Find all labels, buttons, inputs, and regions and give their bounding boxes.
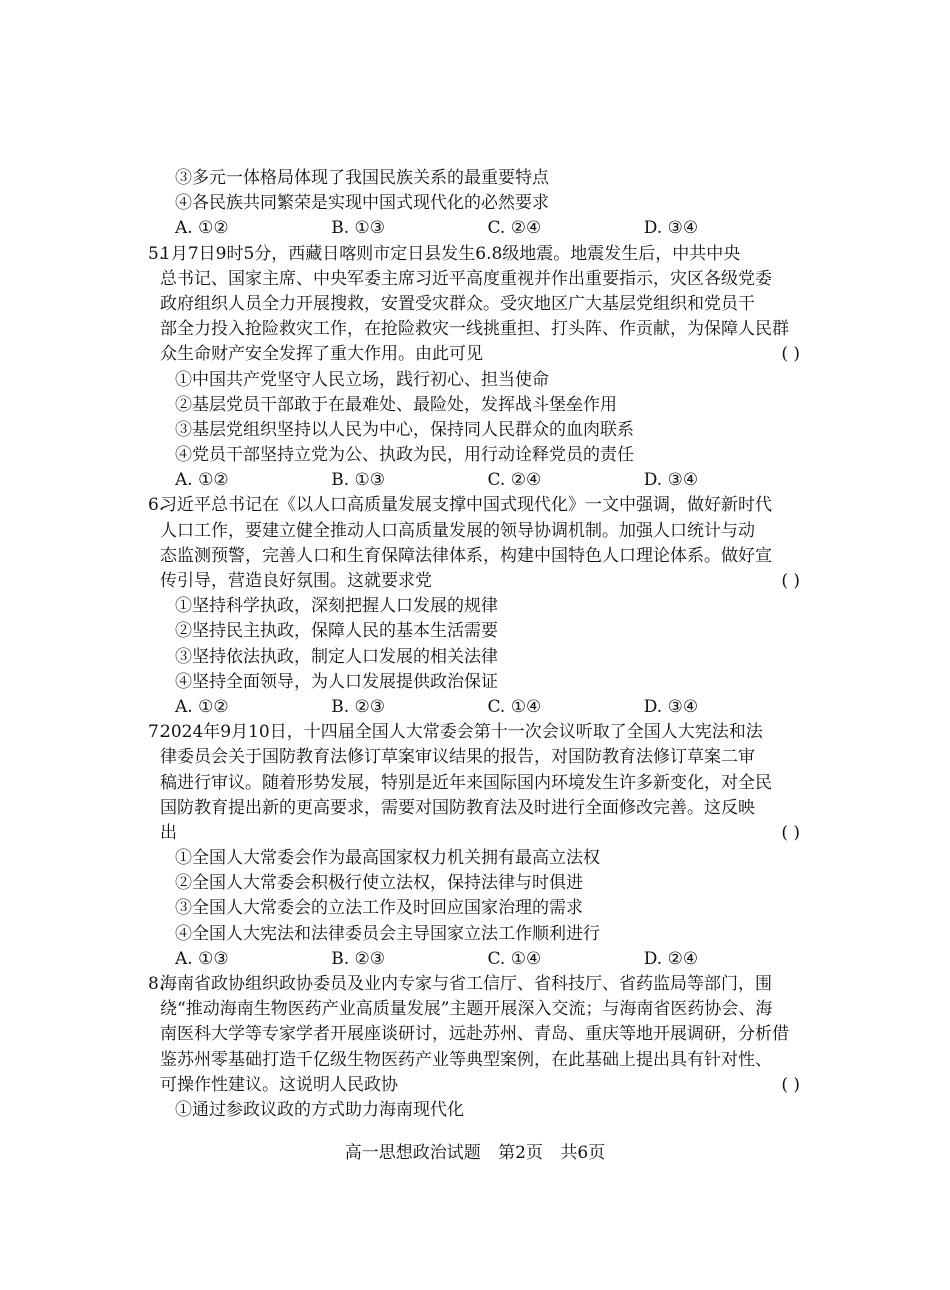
q7-statement-4: ④全国人大宪法和法律委员会主导国家立法工作顺利进行 bbox=[175, 923, 600, 944]
q7-statement-2: ②全国人大常委会积极行使立法权，保持法律与时俱进 bbox=[175, 873, 583, 894]
q7-text-1: 2024年9月10日，十四届全国人大常委会第十一次会议听取了全国人大宪法和法 bbox=[160, 722, 763, 743]
q5-options bbox=[160, 468, 800, 493]
q5-text-4: 部全力投入抢险救灾工作，在抢险救灾一线挑重担、打头阵、作贡献，为保障人民群 bbox=[160, 319, 789, 340]
q5-number: 5. bbox=[148, 243, 165, 264]
q8-number: 8. bbox=[148, 974, 165, 994]
q5-statement-3: ③基层党组织坚持以人民为中心，保持同人民群众的血肉联系 bbox=[175, 419, 634, 440]
q5-text-2: 总书记、国家主席、中央军委主席习近平高度重视并作出重要指示，灾区各级党委 bbox=[160, 268, 772, 289]
q7-option-d: D. ②④ bbox=[643, 948, 699, 969]
q8-text-2: 绕“推动海南生物医药产业高质量发展”主题开展深入交流；与海南省医药协会、海 bbox=[160, 999, 773, 1020]
footer-page-total: 共6页 bbox=[560, 1143, 606, 1163]
q5-statement-2: ②基层党员干部敢于在最难处、最险处，发挥战斗堡垒作用 bbox=[175, 394, 617, 415]
q6-stem-end bbox=[160, 569, 800, 594]
q7-option-a: A. ①③ bbox=[175, 948, 229, 969]
q7-answer-bracket: ( ) bbox=[781, 822, 800, 843]
q5-line-1 bbox=[148, 242, 800, 267]
q6-option-c: C. ①④ bbox=[487, 696, 542, 717]
q7-option-b: B. ②③ bbox=[331, 948, 386, 969]
q5-stem-end bbox=[160, 342, 800, 367]
q4-option-c: C. ②④ bbox=[487, 218, 542, 239]
q7-line-1 bbox=[148, 720, 800, 745]
q5-answer-bracket: ( ) bbox=[781, 344, 800, 365]
q5-text-3: 政府组织人员全力开展搜救，安置受灾群众。受灾地区广大基层党组织和党员干 bbox=[160, 293, 755, 314]
q8-text-1: 海南省政协组织政协委员及业内专家与省工信厅、省科技厅、省药监局等部门，围 bbox=[160, 974, 772, 994]
q5-statement-4: ④党员干部坚持立党为公、执政为民，用行动诠释党员的责任 bbox=[175, 445, 634, 466]
q4-statement-3: ③多元一体格局体现了我国民族关系的最重要特点 bbox=[175, 168, 549, 188]
q7-text-2: 律委员会关于国防教育法修订草案审议结果的报告，对国防教育法修订草案二审 bbox=[160, 747, 755, 768]
q7-options bbox=[160, 947, 800, 972]
q7-text-4: 国防教育提出新的更高要求，需要对国防教育法及时进行全面修改完善。这反映 bbox=[160, 797, 755, 818]
q7-text-3: 稿进行审议。随着形势发展，特别是近年来国际国内环境发生许多新变化，对全民 bbox=[160, 772, 772, 793]
q5-text-5: 众生命财产安全发挥了重大作用。由此可见 bbox=[160, 344, 483, 365]
q6-text-2: 人口工作，要建立健全推动人口高质量发展的领导协调机制。加强人口统计与动 bbox=[160, 520, 755, 541]
q6-option-a: A. ①② bbox=[175, 696, 229, 717]
footer-exam-title: 高一思想政治试题 bbox=[344, 1143, 481, 1163]
q8-text-5: 可操作性建议。这说明人民政协 bbox=[160, 1074, 398, 1095]
q5-text-1: 1月7日9时5分，西藏日喀则市定日县发生6.8级地震。地震发生后，中共中央 bbox=[160, 243, 741, 264]
q7-number: 7. bbox=[148, 722, 165, 743]
q6-number: 6. bbox=[148, 495, 165, 516]
q8-text-4: 鉴苏州零基础打造千亿级生物医药产业等典型案例，在此基础上提出具有针对性、 bbox=[160, 1049, 772, 1070]
q8-line-1 bbox=[148, 972, 800, 997]
q5-option-d: D. ③④ bbox=[643, 470, 699, 491]
q6-text-3: 态监测预警，完善人口和生育保障法律体系，构建中国特色人口理论体系。做好宣 bbox=[160, 545, 772, 566]
q6-line-1 bbox=[148, 493, 800, 518]
q4-option-a: A. ①② bbox=[175, 218, 229, 239]
q7-statement-1: ①全国人大常委会作为最高国家权力机关拥有最高立法权 bbox=[175, 848, 600, 869]
q4-option-d: D. ③④ bbox=[643, 218, 699, 239]
q5-option-c: C. ②④ bbox=[487, 470, 542, 491]
q6-statement-3: ③坚持依法执政，制定人口发展的相关法律 bbox=[175, 646, 498, 667]
q6-text-1: 习近平总书记在《以人口高质量发展支撑中国式现代化》一文中强调，做好新时代 bbox=[160, 495, 772, 516]
q8-answer-bracket: ( ) bbox=[781, 1074, 800, 1095]
q6-statement-1: ①坚持科学执政，深刻把握人口发展的规律 bbox=[175, 596, 498, 617]
q5-statement-1: ①中国共产党坚守人民立场，践行初心、担当使命 bbox=[175, 369, 549, 390]
q8-stem-end bbox=[160, 1073, 800, 1098]
q6-statement-2: ②坚持民主执政，保障人民的基本生活需要 bbox=[175, 621, 498, 642]
footer-page-number: 第2页 bbox=[498, 1143, 543, 1163]
q6-options bbox=[160, 695, 800, 720]
q7-statement-3: ③全国人大常委会的立法工作及时回应国家治理的需求 bbox=[175, 898, 583, 919]
q6-statement-4: ④坚持全面领导，为人口发展提供政治保证 bbox=[175, 671, 498, 692]
q4-statement-4: ④各民族共同繁荣是实现中国式现代化的必然要求 bbox=[175, 193, 549, 214]
page-content bbox=[148, 166, 800, 1123]
q8-statement-1: ①通过参政议政的方式助力海南现代化 bbox=[175, 1099, 464, 1120]
q4-options bbox=[160, 216, 800, 241]
q7-option-c: C. ①④ bbox=[487, 948, 542, 969]
q6-answer-bracket: ( ) bbox=[781, 571, 800, 591]
q7-text-5: 出 bbox=[160, 822, 177, 843]
q6-option-d: D. ③④ bbox=[643, 696, 699, 717]
q8-text-3: 南医科大学等专家学者开展座谈研讨，远赴苏州、青岛、重庆等地开展调研，分析借 bbox=[160, 1024, 789, 1045]
q6-text-4: 传引导，营造良好氛围。这就要求党 bbox=[160, 571, 432, 591]
q5-option-b: B. ①③ bbox=[331, 470, 386, 491]
page-footer bbox=[0, 1138, 950, 1163]
q6-option-b: B. ②③ bbox=[331, 696, 386, 717]
q7-stem-end bbox=[160, 821, 800, 846]
q5-option-a: A. ①② bbox=[175, 470, 229, 491]
q4-option-b: B. ①③ bbox=[331, 218, 386, 239]
